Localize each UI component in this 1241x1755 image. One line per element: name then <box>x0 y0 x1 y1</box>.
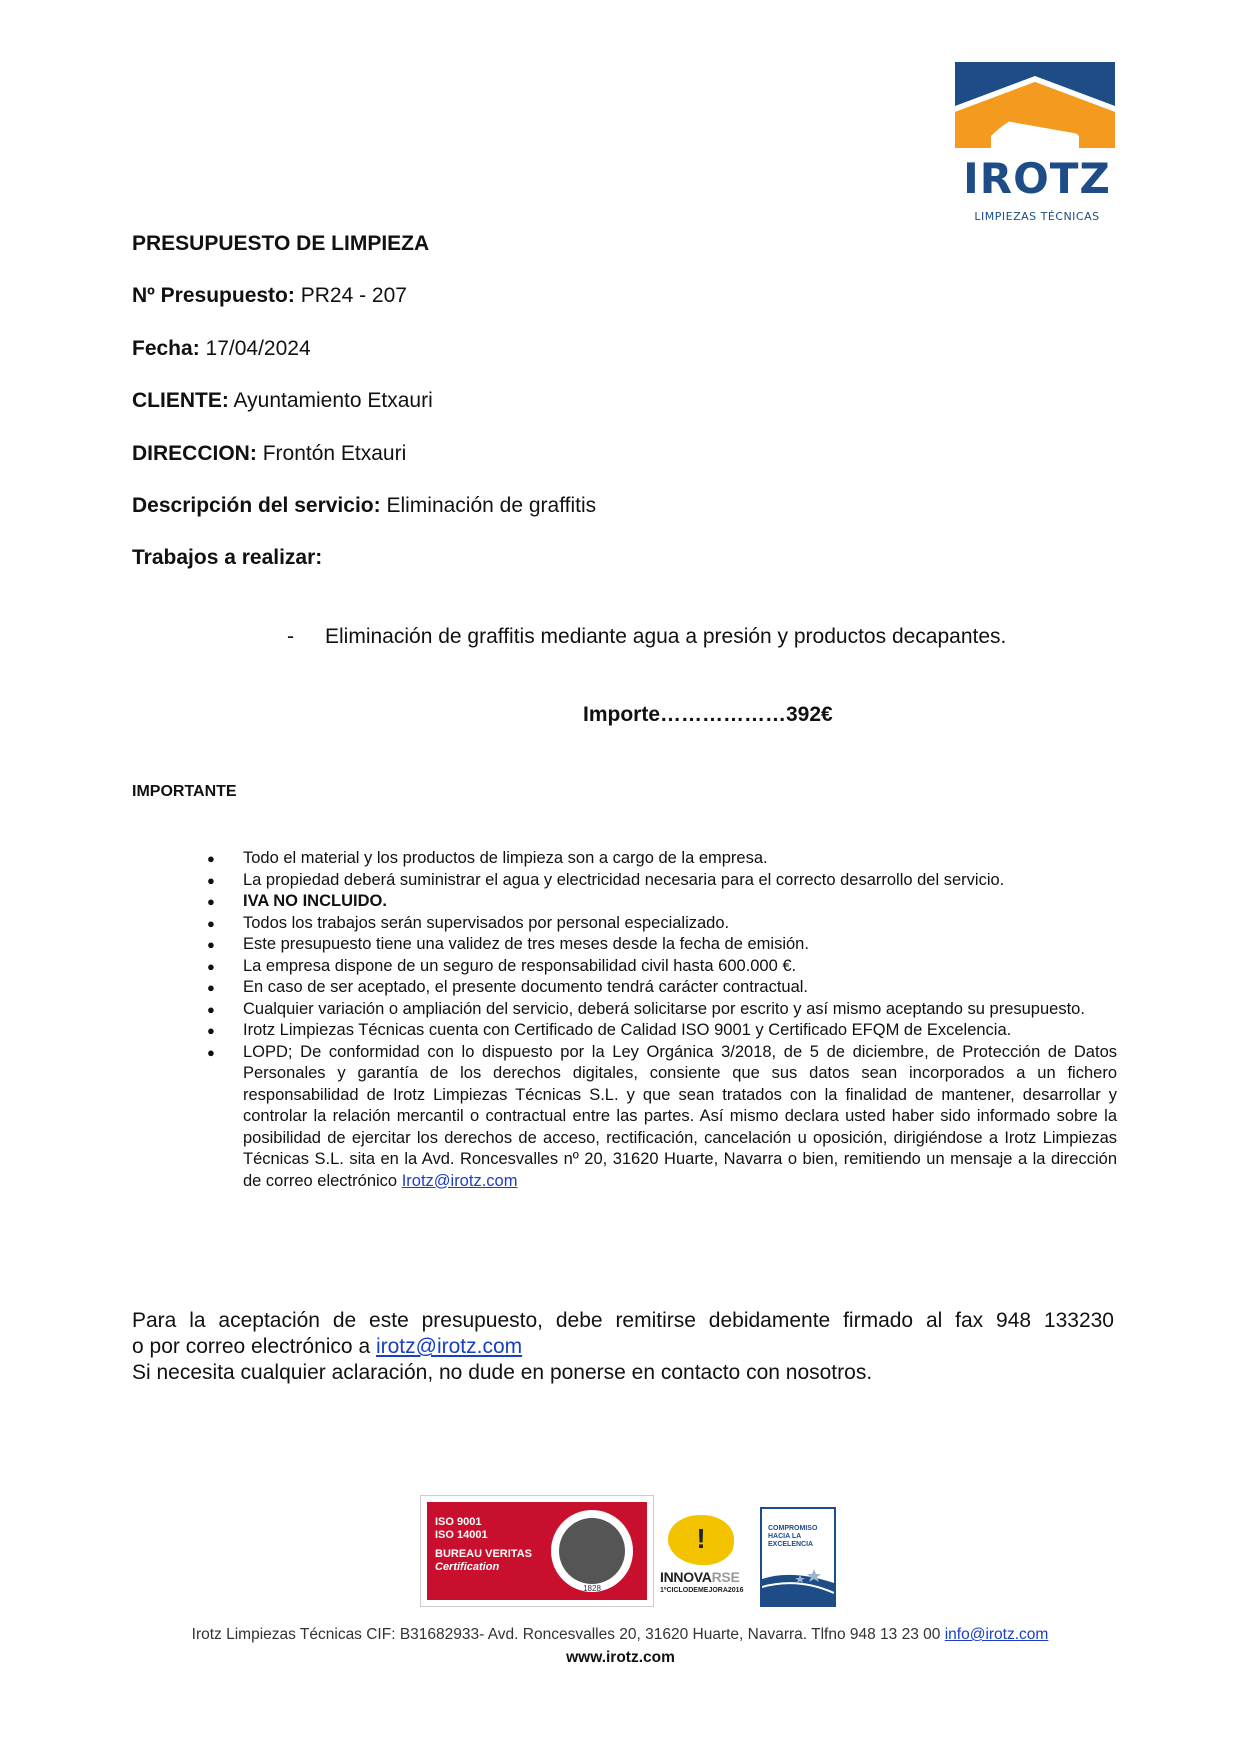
footer-text: Irotz Limpiezas Técnicas CIF: B31682933- Avd. Roncesvalles 20, 31620 Huarte, Navarra. Tlfno 948 13 23 00 <box>191 1626 941 1643</box>
service-label: Descripción del servicio: <box>132 494 381 517</box>
list-item <box>205 956 1117 978</box>
budget-number-row <box>132 284 407 308</box>
list-item-text: En caso de ser aceptado, el presente documento tendrá carácter contractual. <box>243 978 809 996</box>
list-item <box>205 1042 1117 1193</box>
bullet-icon: ● <box>207 958 215 974</box>
date-row <box>132 337 311 361</box>
footer-email-link[interactable]: info@irotz.com <box>944 1626 1049 1643</box>
roof-icon <box>955 62 1115 148</box>
footer-website[interactable]: www.irotz.com <box>566 1649 675 1666</box>
seal-year: 1828 <box>583 1584 601 1593</box>
irotz-logo <box>955 62 1120 232</box>
efqm-wave-icon <box>762 1565 834 1605</box>
important-heading: IMPORTANTE <box>132 783 237 800</box>
list-item-text: La propiedad deberá suministrar el agua y electricidad necesaria para el correcto desarrollo del servicio. <box>243 870 1005 889</box>
bureau-veritas-logo <box>420 1495 654 1607</box>
bv-line-3: BUREAU VERITAS <box>435 1548 532 1560</box>
innovarse-logo <box>660 1515 752 1605</box>
client-label: CLIENTE: <box>132 389 229 412</box>
seal-center <box>559 1518 625 1584</box>
list-item <box>205 977 1117 999</box>
important-list <box>205 848 1117 1192</box>
acceptance-paragraph <box>132 1308 1114 1386</box>
innovarse-word-bold: INNOVA <box>660 1569 712 1585</box>
client-value: Ayuntamiento Etxauri <box>233 389 433 412</box>
list-item-text: IVA NO INCLUIDO. <box>243 892 387 910</box>
innovarse-sub: 1ºCICLODEMEJORA2016 <box>660 1587 744 1594</box>
list-item <box>205 1020 1117 1042</box>
list-item-text: La empresa dispone de un seguro de responsabilidad civil hasta 600.000 €. <box>243 956 797 975</box>
innovarse-word-light: RSE <box>711 1569 740 1585</box>
list-item-text: Cualquier variación o ampliación del servicio, deberá solicitarse por escrito y así mismo aceptando su presupuesto. <box>243 999 1085 1018</box>
work-item-text: Eliminación de graffitis mediante agua a presión y productos decapantes. <box>325 625 1007 648</box>
address-value: Frontón Etxauri <box>262 442 407 465</box>
address-row <box>132 442 406 466</box>
bureau-veritas-seal-icon <box>551 1510 633 1592</box>
lopd-email-link[interactable]: Irotz@irotz.com <box>401 1171 518 1190</box>
work-item-dash: - <box>287 625 294 648</box>
list-item <box>205 934 1117 956</box>
bullet-icon: ● <box>207 980 215 995</box>
bv-line-2: ISO 14001 <box>435 1529 488 1541</box>
innovarse-mark: ! <box>696 1523 706 1554</box>
list-item-text: Este presupuesto tiene una validez de tres meses desde la fecha de emisión. <box>243 935 809 953</box>
bullet-icon: ● <box>207 937 215 952</box>
list-item <box>205 848 1117 870</box>
acceptance-email-link[interactable]: irotz@irotz.com <box>375 1335 523 1358</box>
logo-tagline: LIMPIEZAS TÉCNICAS <box>974 210 1100 223</box>
works-label: Trabajos a realizar: <box>132 546 323 569</box>
bullet-icon: ● <box>207 1023 215 1038</box>
date-label: Fecha: <box>132 337 200 360</box>
work-item <box>287 625 1006 649</box>
list-item-text: Todo el material y los productos de limpieza son a cargo de la empresa. <box>243 849 768 867</box>
amount-total: Importe………………392€ <box>583 703 833 726</box>
list-item <box>205 999 1117 1021</box>
list-item <box>205 870 1117 892</box>
efqm-text: COMPROMISO HACIA LA EXCELENCIA <box>768 1525 818 1548</box>
service-row <box>132 494 596 518</box>
acceptance-line-2-prefix: o por correo electrónico a <box>132 1335 376 1358</box>
list-item <box>205 891 1117 913</box>
bullet-icon: ● <box>207 1044 215 1060</box>
bv-line-1: ISO 9001 <box>435 1516 482 1528</box>
address-label: DIRECCION: <box>132 442 257 465</box>
footer-line <box>140 1626 1100 1644</box>
bullet-icon: ● <box>207 872 215 888</box>
innovarse-word <box>660 1569 740 1585</box>
list-item-text: LOPD; De conformidad con lo dispuesto por la Ley Orgánica 3/2018, de 5 de diciembre, de Protección de Datos Personales y garantía de los derechos digitales, consiente que sus datos sean incorporados a un fichero responsabilidad de Irotz Limpiezas Técnicas S.L. y que sean tratados con la finalidad de mantener, desarrollar y controlar la relación mercantil o contractual entre las partes. Así mismo declara usted haber sido informado sobre la posibilidad de ejercitar los derechos de acceso, rectificación, cancelación u oposición, dirigiéndose a Irotz Limpiezas Técnicas S.L. sita en la Avd. Roncesvalles nº 20, 31620 Huarte, Navarra o bien, remitiendo un mensaje a la dirección de correo electrónico <box>243 1042 1117 1190</box>
logo-brand: IROTZ <box>963 154 1111 203</box>
list-item-text: Irotz Limpiezas Técnicas cuenta con Certificado de Calidad ISO 9001 y Certificado EFQM de Excelencia. <box>243 1021 1012 1039</box>
acceptance-line-1: Para la aceptación de este presupuesto, debe remitirse debidamente firmado al fax 948 133230 <box>132 1309 1114 1332</box>
bureau-veritas-text <box>435 1516 532 1574</box>
bv-line-4: Certification <box>435 1561 500 1573</box>
bullet-icon: ● <box>207 851 215 866</box>
efqm-logo <box>760 1507 836 1607</box>
budget-number-value: PR24 - 207 <box>300 284 407 307</box>
service-value: Eliminación de graffitis <box>386 494 597 517</box>
bullet-icon: ● <box>207 915 215 931</box>
budget-number-label: Nº Presupuesto: <box>132 284 295 307</box>
acceptance-line-2 <box>132 1334 1114 1360</box>
list-item <box>205 913 1117 935</box>
bullet-icon: ● <box>207 1001 215 1017</box>
bullet-icon: ● <box>207 894 215 909</box>
list-item-text: Todos los trabajos serán supervisados por personal especializado. <box>243 913 730 932</box>
client-row <box>132 389 433 413</box>
acceptance-line-3: Si necesita cualquier aclaración, no dude en ponerse en contacto con nosotros. <box>132 1361 873 1384</box>
document-title: PRESUPUESTO DE LIMPIEZA <box>132 232 430 255</box>
date-value: 17/04/2024 <box>205 337 311 360</box>
